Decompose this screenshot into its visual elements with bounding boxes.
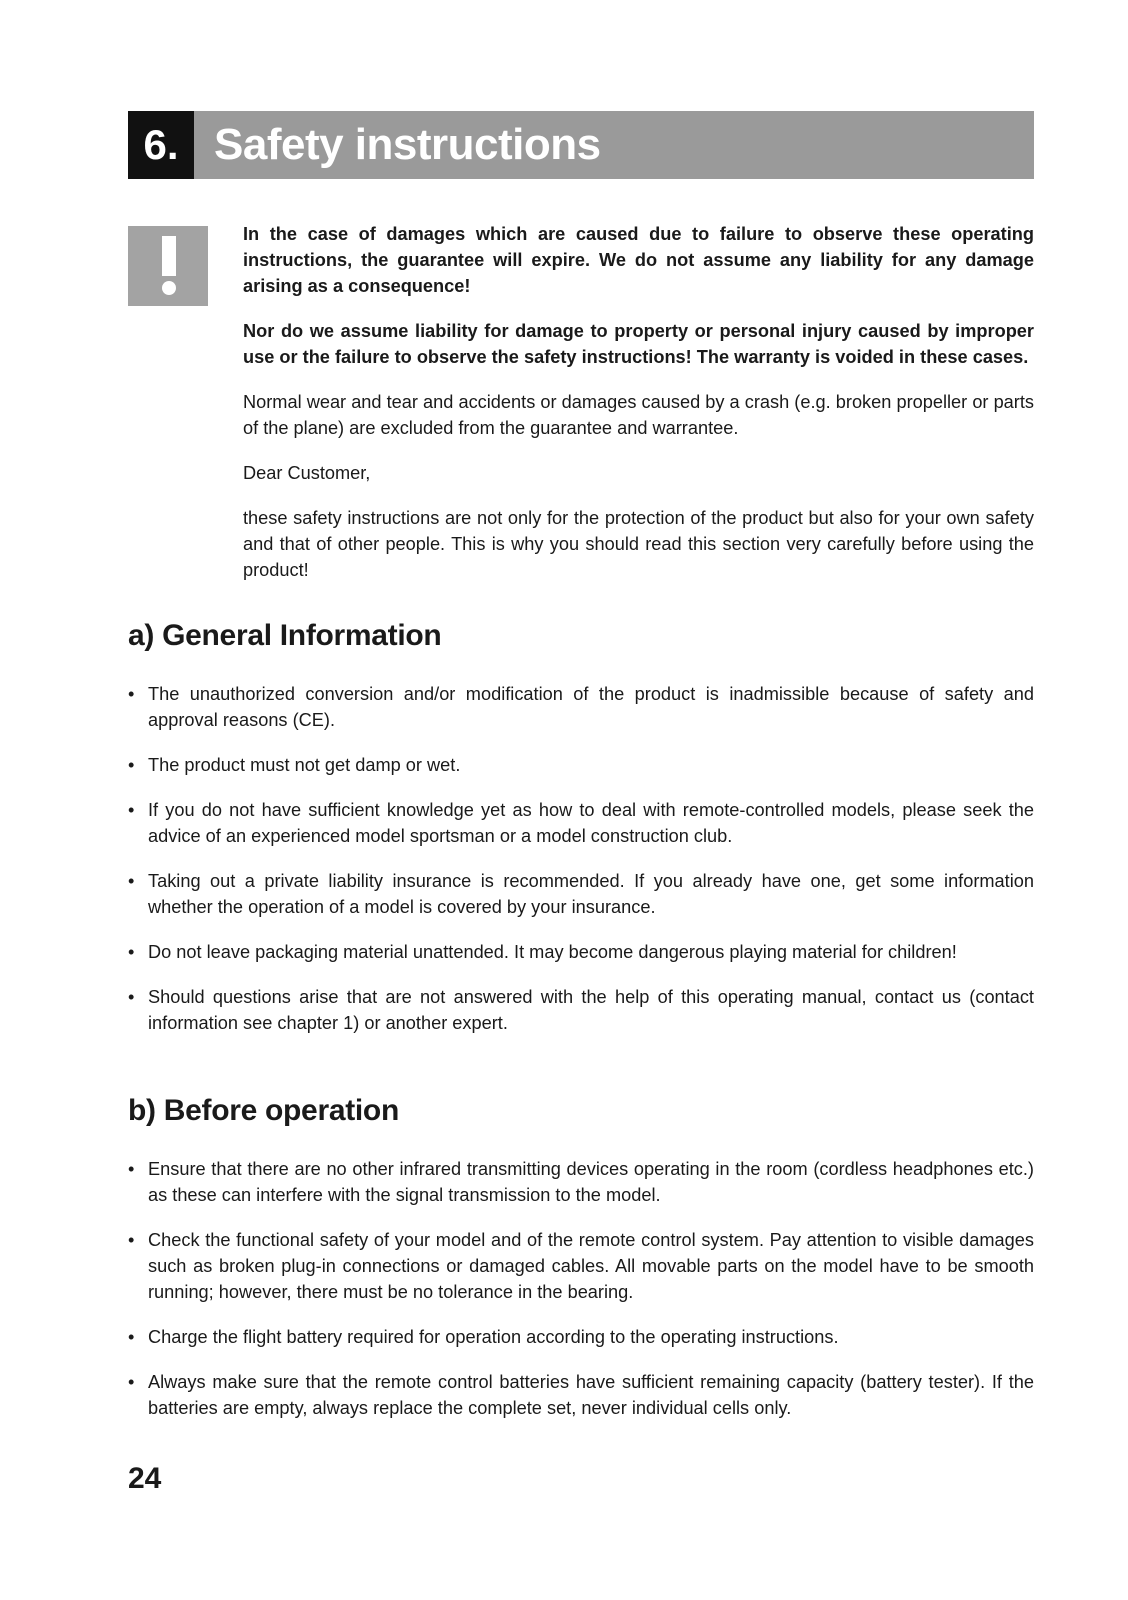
section-number: 6.: [128, 111, 194, 179]
list-item: • Always make sure that the remote control batteries have sufficient remaining capacity (battery tester). If the batteries are empty, always replace the complete set, never individual cells only.: [128, 1369, 1034, 1421]
general-heading: a) General Information: [128, 619, 442, 652]
list-item: • The product must not get damp or wet.: [128, 752, 1034, 778]
wear-notice: Normal wear and tear and accidents or damages caused by a crash (e.g. broken propeller or parts of the plane) are excluded from the guarantee and warrantee.: [243, 392, 1034, 438]
list-item: • Should questions arise that are not answered with the help of this operating manual, contact us (contact information see chapter 1) or another expert.: [128, 984, 1034, 1036]
before-heading: b) Before operation: [128, 1094, 399, 1127]
list-item: • Charge the flight battery required for operation according to the operating instructions.: [128, 1324, 1034, 1350]
intro-text: [243, 221, 1034, 602]
general-list: [128, 681, 1034, 1055]
list-item: • Ensure that there are no other infrared transmitting devices operating in the room (cordless headphones etc.) as these can interfere with the signal transmission to the model.: [128, 1156, 1034, 1208]
liability-notice: In the case of damages which are caused due to failure to observe these operating instructions, the guarantee will expire. We do not assume any liability for any damage arising as a consequence!: [243, 224, 1034, 296]
list-item: • Check the functional safety of your model and of the remote control system. Pay attention to visible damages such as broken plug-in connections or damaged cables. All movable parts on the model have to be smooth running; however, there must be no tolerance in the bearing.: [128, 1227, 1034, 1305]
section-title: Safety instructions: [214, 120, 601, 169]
list-item: • Taking out a private liability insurance is recommended. If you already have one, get some information whether the operation of a model is covered by your insurance.: [128, 868, 1034, 920]
warranty-notice: Nor do we assume liability for damage to property or personal injury caused by improper use or the failure to observe the safety instructions! The warranty is voided in these cases.: [243, 321, 1034, 367]
list-item: • If you do not have sufficient knowledge yet as how to deal with remote-controlled models, please seek the advice of an experienced model sportsman or a model construction club.: [128, 797, 1034, 849]
section-banner: [128, 111, 1034, 179]
greeting: Dear Customer,: [243, 463, 371, 483]
page-number: 24: [128, 1462, 162, 1495]
list-item: • Do not leave packaging material unattended. It may become dangerous playing material for children!: [128, 939, 1034, 965]
safety-purpose: these safety instructions are not only for the protection of the product but also for your own safety and that of other people. This is why you should read this section very carefully before using the product!: [243, 508, 1034, 580]
before-list: [128, 1156, 1034, 1440]
list-item: • The unauthorized conversion and/or modification of the product is inadmissible because of safety and approval reasons (CE).: [128, 681, 1034, 733]
exclamation-icon: [128, 226, 208, 306]
